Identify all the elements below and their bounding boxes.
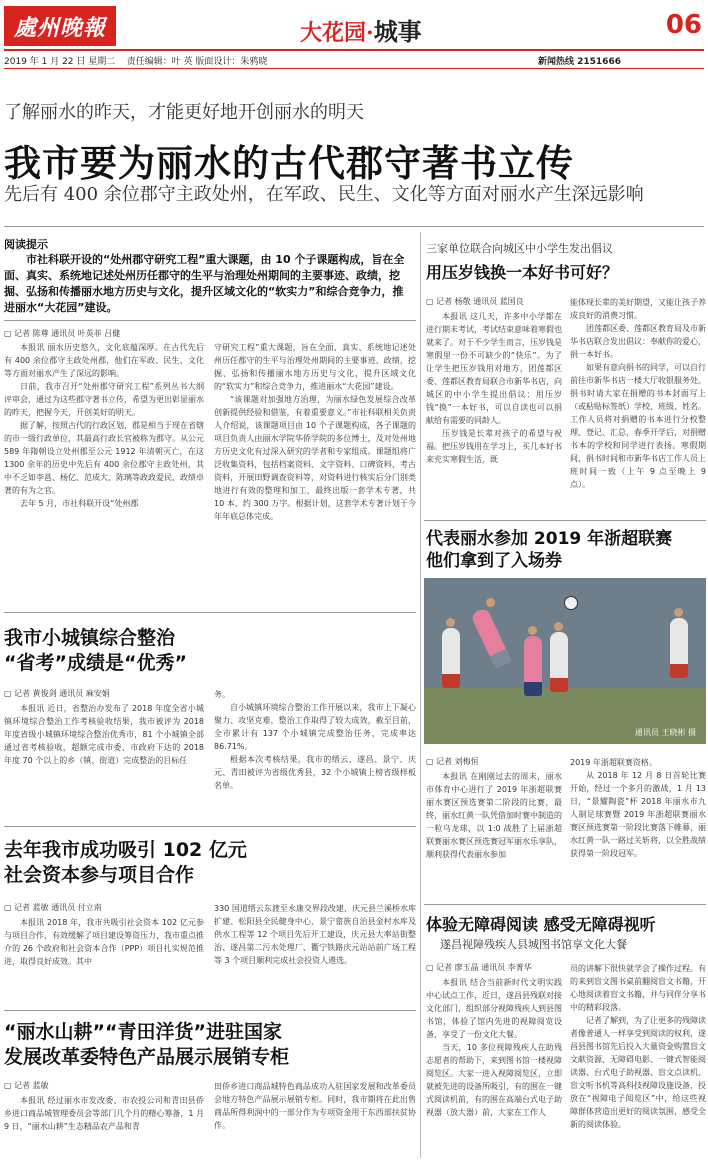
player-head (446, 618, 455, 627)
football-title-2: 他们拿到了入场券 (426, 551, 562, 571)
football-col-2 (570, 756, 706, 860)
football-byline-text: 记者 刘梅恒 (436, 757, 479, 766)
reading-col-2 (570, 962, 706, 1131)
farm-para-1: 本报讯 经过丽水市发改委、市农投公司和青田县侨乡进口商品城管理委员会等部门几个月的精心筹备，1 月 9 日，“丽水山耕”生态精品农产品和青 (4, 1096, 204, 1131)
town-headline (4, 626, 187, 676)
capital-col-1 (4, 916, 204, 968)
farm-col-2 (214, 1080, 416, 1132)
capital-headline (4, 838, 247, 888)
reading-headline: 体验无障碍阅读 感受无障碍视听 (426, 915, 656, 934)
capital-title-1: 去年我市成功吸引 102 亿元 (4, 839, 247, 861)
lead-para-3: 据了解，按照古代的行政区划，郡是相当于现在省辖的市一级行政单位，其最高行政长官被称为郡守。从公元589 年隋朝设立处州郡至公元 1912 年清朝灭亡，在这 1300 余年的历史中先后有 400 余位郡守主政处州，其中不乏如李邕、杨亿、范成大、陈璃等政政爱民、政绩卓著的有为之官。 (4, 421, 204, 495)
farm-byline: ▢ 记者 蓝敏 (4, 1081, 49, 1090)
lead-para-2: 日前，我市召开“处州郡守研究工程”系列丛书大纲评审会，通过为这些郡守著书立传，希望为更出彰显丽水的昨天，把握今天，开创美好的明天。 (4, 382, 204, 417)
town-byline-text: 记者 黄俊剑 通讯员 麻安娟 (14, 689, 110, 698)
farm-para-2: 田侨乡进口商品城特色商品成功入驻国家发展和改革委员会地方特色产品展示展销专柜。同时，我市期将在此出售商品所得利润中的一部分作为专项资金用于东西部扶贫协作。 (214, 1082, 416, 1130)
capital-byline: ▢ 记者 蓝敏 通讯员 付立南 (4, 903, 102, 912)
football-para-3: 从 2018 年 12 月 8 日首轮比赛开始，经过一个多月的激战，1 月 13 日，“景耀陶瓷”杯 2018 年丽水市九人制足球赛暨 2019 年浙超联赛丽水赛区预选赛第一阶段比赛落下帷幕，丽水红黄一队一路过关斩将，以全胜战绩获得第一阶段冠军。 (570, 771, 706, 858)
lead-byline: ▢ 记者 陈尊 通讯员 叶英菲 吕健 (4, 329, 121, 338)
town-para-3: 自小城镇环境综合整治工作开展以来，我市上下凝心聚力、攻坚克难，整治工作取得了较大成效，截至目前，全市累计有 137 个小城镇完成整治任务，完成率达 86.71%。 (214, 703, 416, 751)
football-col-1 (426, 770, 562, 861)
lead-subhead: 先后有 400 余位郡守主政处州，在军政、民生、文化等方面对丽水产生深远影响 (4, 184, 644, 205)
lead-kicker: 了解丽水的昨天，才能更好地开创丽水的明天 (4, 102, 364, 123)
football-divider (424, 520, 706, 521)
section-name: 大花园 (300, 20, 367, 46)
money-byline-text: 记者 杨敬 通讯员 蓝国良 (436, 297, 524, 306)
football-title-1: 代表丽水参加 2019 年浙超联赛 (426, 529, 673, 549)
reading-col-1 (426, 976, 562, 1119)
farm-title-2: 发展改革委特色产品展示展销专柜 (4, 1046, 290, 1068)
town-divider (4, 612, 416, 613)
player-head (554, 622, 563, 631)
money-para-4: 团莲都区委、莲都区教育局及市新华书店联合发出倡议：奉献你的爱心，捐一本好书。 (570, 324, 706, 359)
capital-title-2: 社会资本参与项目合作 (4, 864, 195, 886)
player-head (528, 626, 537, 635)
money-para-2: 压岁钱是长辈对孩子的希望与祝福。把压岁钱用在学习上，买几本好书来充实寒假生活，既 (426, 429, 562, 464)
money-kicker: 三家单位联合向城区中小学生发出倡议 (426, 242, 613, 255)
player-figure (550, 632, 568, 692)
town-para-1: 本报讯 近日，省整治办发布了 2018 年度全省小城镇环境综合整治工作考核验收结果，我市被评为 2018 年度省级小城镇环境综合整治优秀市，81 个小城镇全部通过省考核验收，超额完成市委、市政府下达的 2018 年度 70 个以上的乡（镇、街道）完成整治的目标任 (4, 704, 204, 765)
lead-byline-text: 记者 陈尊 通讯员 叶英菲 吕健 (14, 329, 121, 338)
reading-para-1: 本报讯 结合当前新时代文明实践中心试点工作，近日，遂昌县残联对接文化部门，组织部分视障残疾人到县图书馆，体验了馆内先进的视障阅览设备，享受了一份文化大餐。 (426, 978, 562, 1039)
capital-byline-text: 记者 蓝敏 通讯员 付立南 (14, 903, 102, 912)
section-title (300, 12, 422, 47)
news-hotline: 新闻热线 2151666 (538, 57, 621, 67)
football-para-2: 2019 年浙超联赛资格。 (570, 758, 657, 767)
farm-title-1: “丽水山耕”“青田洋货”进驻国家 (4, 1021, 282, 1043)
money-col-2 (570, 296, 706, 491)
farm-headline (4, 1020, 289, 1070)
reading-guide-label: 阅读提示 (4, 238, 48, 251)
reading-byline-text: 记者 廖玉晶 通讯员 李菁华 (436, 963, 532, 972)
editor-credit: 责任编辑：叶 英 版面设计：朱鸦晓 (126, 57, 268, 67)
money-headline: 用压岁钱换一本好书可好？ (426, 263, 619, 282)
lead-para-6: “该课题对加强地方治理，为丽水绿色发展综合改革创新提供经验和借鉴，有着重要意义。”市社科联相关负责人介绍说，该课题项目由 10 个子课题构成，各子课题的项目负责人由丽水学院华侨学院的多位博士，及对处州地方历史文化有过深入研究的学者和专家组成。课题组将广泛收集资料，包括档案资料、文字资料、口碑资料、考古资料，开展田野调查资料等，对资料进行核实后分门别类地进行有效的整理和加工，最终出版一套学术专著，共 10 本，约 300 万字。根据计划，这套学术专著计划于今年年底总体完成。 (214, 395, 416, 521)
farm-col-1 (4, 1094, 204, 1133)
capital-col-2 (214, 902, 416, 967)
lead-col-1 (4, 341, 204, 510)
guide-divider (4, 320, 416, 321)
page-number: 06 (665, 10, 702, 40)
player-figure (670, 618, 688, 678)
photo-credit: 通讯员 王晓彬 摄 (634, 728, 696, 737)
player-figure (524, 636, 542, 696)
reading-para-3: 员的讲解下很快就学会了操作过程。有的来到盲文图书桌前翻阅盲文书籍，开心地阅读着盲文书籍，并与同伴分享书中的精彩段落。 (570, 964, 706, 1012)
money-para-1: 本报讯 这几天，许多中小学都在进行期末考试，考试结束意味着寒假也就来了。对于不少学生而言，压岁钱是寒假里一份不可缺少的“快乐”。为了让学生把压岁钱用对地方，团莲都区委、莲都区教育局联合市新华书店，向城区的中小学生提出倡议：用压岁钱“换”一本好书，可以自读也可以捐献给有需要的同龄人。 (426, 312, 562, 425)
capital-para-2: 330 国道缙云东渡至永康交界段改建、庆元县兰溪桥水库扩建、松阳县全民健身中心、景宁畲族自治县金村水库及供水工程等 12 个项目先后开工建设，庆元县大率站街整治、遂昌第二污水处理厂、衢宁铁路庆元站站前广场工程等 3 个项目顺利完成社会投资人遴选。 (214, 904, 416, 965)
farm-byline-text: 记者 蓝敏 (14, 1081, 49, 1090)
lead-col-2 (214, 341, 416, 523)
capital-divider (4, 826, 416, 827)
football-ball (564, 596, 578, 610)
money-para-5: 如果有意向捐书的同学，可以自行前往市新华书店一楼大厅收银服务处。捐书时请大家在捐赠的书本封面写上（或粘贴标签纸）学校、班级、姓名。工作人员将对捐赠的书本进行分校整理、登记、汇总，春季开学后，对捐赠书本的学校和同学进行表扬。寒假期间，捐书时间和市新华书店工作人员上班时间一致（上午 9 点至晚上 9 点）。 (570, 363, 706, 489)
lead-headline: 我市要为丽水的古代郡守著书立传 (4, 142, 574, 185)
money-byline: ▢ 记者 杨敬 通讯员 蓝国良 (426, 297, 524, 306)
lead-divider (4, 226, 704, 227)
football-photo (424, 578, 706, 744)
football-byline: ▢ 记者 刘梅恒 (426, 757, 479, 766)
lead-para-4: 去年 5 月，市社科联开设“处州郡 (20, 499, 139, 508)
farm-divider (4, 1010, 416, 1011)
dateline (4, 54, 267, 67)
town-para-2: 务。 (214, 690, 230, 699)
capital-para-1: 本报讯 2018 年，我市共吸引社会资本 102 亿元参与项目合作，有效缓解了项目建设筹资压力，我市重点推介的 26 个政府和社会资本合作（PPP）项目扎实规范推进，取得良好成效。其中 (4, 918, 204, 966)
town-byline: ▢ 记者 黄俊剑 通讯员 麻安娟 (4, 689, 110, 698)
reading-para-4: 记者了解到，为了让更多的残障读者像普通人一样享受到阅读的权利，遂昌县图书馆先后投入大量资金购置盲文文献资源、无障碍电影、一键式智能阅读器、台式电子助视器、盲文点读机、盲文听书机等高科技视障设施设备，投放在“视障电子阅览区”中，给这些视障群体营造出更好的阅读氛围，感受全新的阅读体验。 (570, 1016, 706, 1129)
reading-byline: ▢ 记者 廖玉晶 通讯员 李菁华 (426, 963, 532, 972)
column-rule (420, 232, 421, 1158)
player-head (486, 598, 495, 607)
section-dot: · (366, 20, 374, 46)
newspaper-logo: 處州晚報 (4, 6, 116, 46)
lead-para-5: 守研究工程”重大课题，旨在全面、真实、系统地记述处州历任郡守的生平与治理处州期间的主要事迹、政绩，挖掘、弘扬和传播丽水地方历史与文化，提升区域文化的“软实力”和综合竞争力，推进丽水“大花园”建设。 (214, 343, 416, 391)
football-headline (426, 528, 672, 572)
section-name-b: 城事 (373, 17, 422, 46)
town-col-2 (214, 688, 416, 792)
masthead-rule-thin (4, 68, 704, 69)
issue-date: 2019 年 1 月 22 日 星期二 (4, 57, 116, 67)
player-figure (442, 628, 460, 688)
reading-para-2: 当天，10 多位视障残疾人在助残志愿者的帮助下，来到图书馆一楼视障阅览区。大家一进入视障阅览区，立即就被先进的设备所吸引，有的围在一键式阅读机前，有的围在高端台式电子助视器（放大器）前，大家在工作人 (426, 1043, 562, 1117)
reading-guide-text: 市社科联开设的“处州郡守研究工程”重大课题，由 10 个子课题构成，旨在全面、真实、系统地记述处州历任郡守的生平与治理处州期间的主要事迹、政绩，挖掘、弘扬和传播丽水地方历史与文化，提升区域文化的“软实力”和综合竞争力，推进丽水“大花园”建设。 (4, 253, 405, 314)
town-title-2: “省考”成绩是“优秀” (4, 652, 187, 674)
town-col-1 (4, 702, 204, 767)
player-head (674, 608, 683, 617)
football-para-1: 本报讯 在刚刚过去的周末，丽水市体育中心进行了 2019 年浙超联赛丽水赛区预选赛第二阶段的比赛，最终，丽水红黄一队凭借加时赛中制造的一粒乌龙球，以 1:0 战胜了上届浙超联赛丽水赛区预选赛冠军丽水乐享队，顺利获得代表丽水参加 (426, 772, 562, 859)
town-para-4: 根据本次考核结果，我市的缙云、遂昌、景宁、庆元、青田被评为省级优秀县，32 个小城镇上榜省级样板名单。 (214, 755, 416, 790)
money-col-1 (426, 310, 562, 466)
lead-para-1: 本报讯 丽水历史悠久，文化底蕴深厚。在古代先后有 400 余位郡守主政处州郡，他们在军政、民生、文化等方面对丽水产生了深远的影响。 (4, 343, 204, 378)
masthead-rule (4, 49, 704, 51)
reading-divider (424, 904, 706, 905)
town-title-1: 我市小城镇综合整治 (4, 627, 176, 649)
reading-subhead: 遂昌视障残疾人县城图书馆享文化大餐 (440, 938, 627, 951)
money-para-3: 能体现长辈的美好期望，又能让孩子养成良好的消费习惯。 (570, 298, 706, 320)
